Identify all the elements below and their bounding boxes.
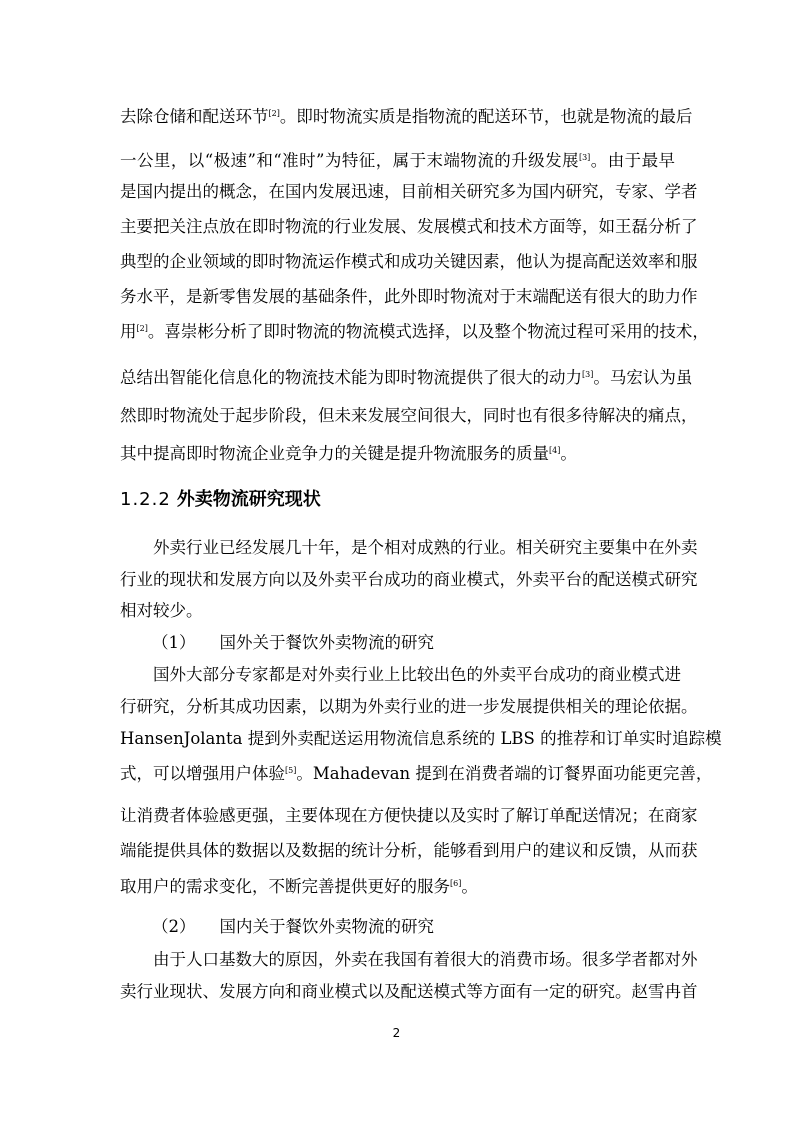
text-line: 国外大部分专家都是对外卖行业上比较出色的外卖平台成功的商业模式进	[153, 665, 681, 684]
subheading: （2） 国内关于餐饮外卖物流的研究	[152, 917, 434, 936]
citation[interactable]: [5]	[285, 766, 297, 775]
citation[interactable]: [3]	[578, 153, 591, 162]
text-line: 行研究，分析其成功因素，以期为外卖行业的进一步发展提供相关的理论依据。	[120, 697, 698, 716]
text-line: 由于人口基数大的原因，外卖在我国有着很大的消费市场。很多学者都对外	[153, 950, 698, 969]
text-line: 一公里，以“极速”和“准时”为特征，属于末端物流的升级发展[3]。由于最早	[120, 151, 676, 170]
citation[interactable]: [6]	[450, 879, 462, 888]
text-line: 用[2]。喜崇彬分析了即时物流的物流模式选择，以及整个物流过程可采用的技术，	[120, 322, 709, 341]
text-line: 外卖行业已经发展几十年，是个相对成熟的行业。相关研究主要集中在外卖	[153, 538, 698, 557]
section-heading	[120, 488, 321, 512]
text-line: 卖行业现状、发展方向和商业模式以及配送模式等方面有一定的研究。赵雪冉首	[120, 982, 698, 1001]
subheading: （1） 国外关于餐饮外卖物流的研究	[152, 633, 434, 652]
text-line: 让消费者体验感更强，主要体现在方便快捷以及实时了解订单配送情况；在商家	[120, 806, 698, 825]
text-line: 端能提供具体的数据以及数据的统计分析，能够看到用户的建议和反馈，从而获	[120, 841, 698, 860]
text-line: 相对较少。	[120, 601, 203, 620]
text-line: 典型的企业领域的即时物流运作模式和成功关键因素，他认为提高配送效率和服	[120, 252, 698, 271]
citation[interactable]: [3]	[582, 370, 594, 379]
text-line: 其中提高即时物流企业竞争力的关键是提升物流服务的质量[4]。	[120, 444, 577, 463]
text-line: 主要把关注点放在即时物流的行业发展、发展模式和技术方面等，如王磊分析了	[120, 217, 698, 236]
list-marker: （2）	[152, 917, 196, 936]
text-line: 去除仓储和配送环节[2]。即时物流实质是指物流的配送环节，也就是物流的最后	[120, 107, 693, 126]
citation[interactable]: [4]	[549, 446, 561, 455]
page-number: 2	[392, 1026, 401, 1040]
text-line: HansenJolanta 提到外卖配送运用物流信息系统的 LBS 的推荐和订单实时追踪模	[120, 729, 722, 748]
text-line: 总结出智能化信息化的物流技术能为即时物流提供了很大的动力[3]。马宏认为虽	[120, 368, 693, 387]
section-number: 1.2.2	[120, 489, 171, 510]
text-line: 是国内提出的概念，在国内发展迅速，目前相关研究多为国内研究，专家、学者	[120, 182, 698, 201]
citation[interactable]: [2]	[136, 324, 148, 333]
text-line: 式，可以增强用户体验[5]。Mahadevan 提到在消费者端的订餐界面功能更完善，	[120, 764, 713, 783]
text-line: 行业的现状和发展方向以及外卖平台成功的商业模式，外卖平台的配送模式研究	[120, 570, 698, 589]
text-line: 然即时物流处于起步阶段，但未来发展空间很大，同时也有很多待解决的痛点，	[120, 406, 698, 425]
text-line: 取用户的需求变化，不断完善提供更好的服务[6]。	[120, 877, 478, 896]
text-line: 务水平，是新零售发展的基础条件，此外即时物流对于末端配送有很大的助力作	[120, 287, 698, 306]
section-title: 外卖物流研究现状	[176, 489, 321, 510]
citation[interactable]: [2]	[268, 109, 280, 118]
list-marker: （1）	[152, 633, 196, 652]
